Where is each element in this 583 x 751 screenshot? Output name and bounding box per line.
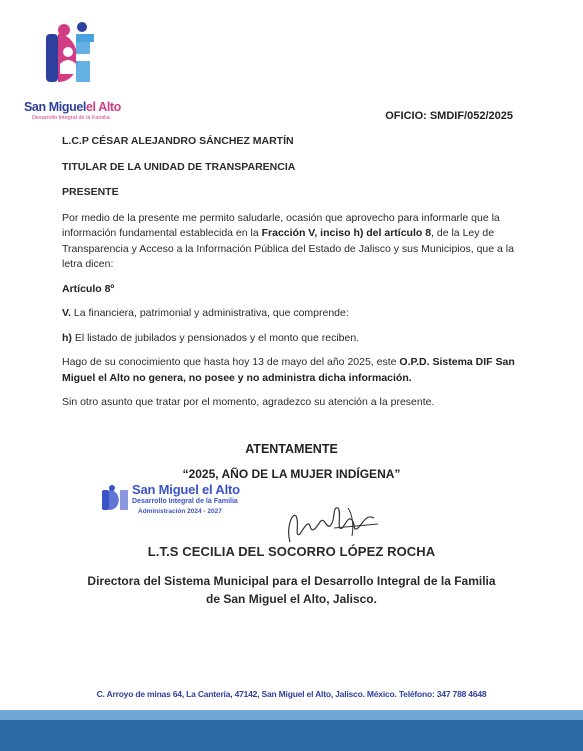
logo-tagline: Desarrollo Integral de la Familia (32, 115, 110, 121)
letter-body (62, 134, 524, 420)
signer-role-line1: Directora del Sistema Municipal para el Desarrollo Integral de la Familia (87, 574, 496, 588)
inciso-h: h) El listado de jubilados y pensionados y el monto que reciben. (62, 331, 360, 344)
article-heading: Artículo 8º (62, 282, 115, 295)
footer-bar-light (0, 710, 583, 720)
logo-name: San Miguelel Alto (24, 100, 121, 114)
signer-name: L.T.S CECILIA DEL SOCORRO LÓPEZ ROCHA (147, 544, 436, 559)
dif-family-icon (42, 20, 94, 92)
lema: “2025, AÑO DE LA MUJER INDÍGENA” (182, 467, 401, 481)
atentamente: ATENTAMENTE (245, 442, 338, 456)
addressee-presente: PRESENTE (62, 186, 119, 198)
footer-address: C. Arroyo de minas 64, La Cantería, 47142, San Miguel el Alto, Jalisco. México. Teléfono: 347 788 4648 (96, 689, 487, 699)
handwritten-signature (282, 498, 382, 544)
stamp-subtitle: Desarrollo Integral de la Familia (132, 498, 238, 505)
official-stamp (98, 482, 258, 526)
footer-bar-dark (0, 720, 583, 751)
dif-logo (18, 14, 121, 121)
stamp-administration: Administración 2024 - 2027 (138, 508, 222, 515)
paragraph-intro: Por medio de la presente me permito saludarle, ocasión que aprovecho para informarle que la información fundamental establecida en la Fracción V, inciso h) del artículo 8, de la Ley de Transparencia y Acceso a la Información Pública del Estado de Jalisco y sus Municipios, que a la letra dicen: (62, 211, 514, 270)
stamp-title: San Miguel el Alto (132, 482, 240, 497)
fraction-v: V. La financiera, patrimonial y administrativa, que comprende: (62, 307, 349, 319)
stamp-family-icon (100, 484, 130, 512)
addressee-name: L.C.P CÉSAR ALEJANDRO SÁNCHEZ MARTÍN (62, 135, 294, 147)
paragraph-statement: Hago de su conocimiento que hasta hoy 13 de mayo del año 2025, este O.P.D. Sistema DIF San Miguel el Alto no genera, no posee y no administra dicha información. (62, 356, 515, 384)
oficio-number: OFICIO: SMDIF/052/2025 (385, 110, 513, 122)
addressee-title: TITULAR DE LA UNIDAD DE TRANSPARENCIA (62, 160, 296, 173)
paragraph-closing: Sin otro asunto que tratar por el momento, agradezco su atención a la presente. (62, 396, 435, 408)
signer-role-line2: de San Miguel el Alto, Jalisco. (206, 592, 377, 606)
